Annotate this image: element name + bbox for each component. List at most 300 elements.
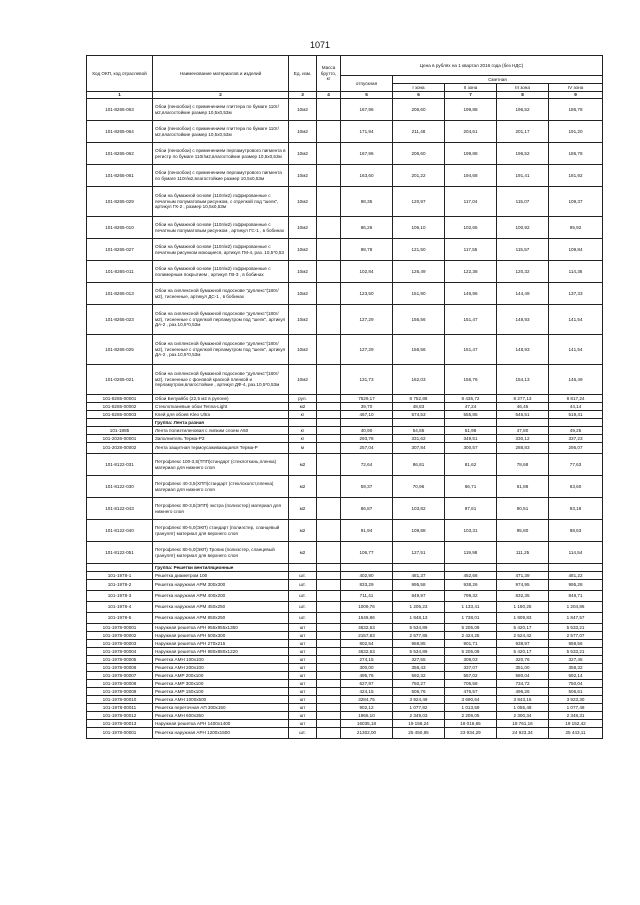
cell-unit: шт: [289, 632, 317, 640]
table-body: [87, 99, 603, 739]
cell-name: Обои на сиплексной бумажной подоснове "дуплекс"(180г/м2), тисненные с фоновой краской пленкой и перламутром,влагостойкие , артикул ДФ-4, раз.10,5*0,53м: [153, 365, 289, 395]
cell-price-zone-4: 141,54: [549, 305, 603, 335]
cell-mass: [317, 411, 341, 419]
cell-price-zone-1: 481,37: [393, 572, 445, 580]
table-row: [87, 680, 603, 688]
cell-code: 101-8122-043: [87, 498, 153, 520]
cell-price-zone-4: 506,61: [549, 688, 603, 696]
cell-unit: кг: [289, 427, 317, 435]
cell-price-zone-3: 2 300,34: [497, 712, 549, 720]
cell-mass: [317, 640, 341, 648]
cell-price-zone-2: 2 424,25: [445, 632, 497, 640]
cell-price-zone-3: 496,26: [497, 688, 549, 696]
cell-name: Наружная решетка АРН 500х300: [153, 632, 289, 640]
cell-price-zone-4: 77,63: [549, 454, 603, 476]
cell-price-zone-3: 154,13: [497, 365, 549, 395]
cell-code: 101-8265-029: [87, 187, 153, 217]
cell-price-zone-2: 3 690,64: [445, 696, 497, 704]
cell-price-zone-1: 120,97: [393, 187, 445, 217]
cell-price-zone-3: 196,52: [497, 99, 549, 121]
cell-price-otpusk: 424,15: [341, 688, 393, 696]
cell-name: Петрофлекс 80-5,0(ЭКП) стандарт (полиэстер, сланцевый гранулят) материал для верхнего слоя: [153, 520, 289, 542]
cell-price-zone-3: 24 923,34: [497, 728, 549, 739]
cell-code: 101-8265-00002: [87, 403, 153, 411]
cell-price-zone-3: 5 420,17: [497, 648, 549, 656]
cell-price-otpusk: 123,50: [341, 283, 393, 305]
cell-price-zone-1: 592,32: [393, 672, 445, 680]
cell-price-otpusk: 163,60: [341, 165, 393, 187]
cell-code: 101-0265-021: [87, 365, 153, 395]
cell-mass: [317, 435, 341, 443]
cell-price-zone-3: 580,04: [497, 672, 549, 680]
cell-price-zone-1: 574,53: [393, 411, 445, 419]
cell-mass: [317, 365, 341, 395]
cell-price-zone-3: 47,80: [497, 427, 549, 435]
cell-price-zone-2: 8 435,72: [445, 395, 497, 403]
table-row: [87, 720, 603, 728]
cell-mass: [317, 498, 341, 520]
cell-price-zone-2: 349,51: [445, 435, 497, 443]
cell-price-otpusk: 467,10: [341, 411, 393, 419]
cell-price-zone-4: 2 577,07: [549, 632, 603, 640]
cell-unit: м2: [289, 498, 317, 520]
cell-price-zone-4: 1 847,57: [549, 613, 603, 624]
page-number: 1071: [309, 40, 331, 50]
table-row: [87, 403, 603, 411]
cell-price-zone-3: 5 420,17: [497, 624, 549, 632]
header-smetnaya: Сметная: [393, 76, 603, 84]
cell-price-otpusk: 39,70: [341, 403, 393, 411]
cell-code: 101-8265-027: [87, 239, 153, 261]
cell-name: Решетка АМН 100х100: [153, 656, 289, 664]
cell-price-zone-2: 5 205,08: [445, 624, 497, 632]
table-row: [87, 580, 603, 591]
cell-code: 101-8265-010: [87, 217, 153, 239]
table-row: [87, 632, 603, 640]
cell-code: 101-1978-3: [87, 591, 153, 602]
cell-price-zone-2: 1 013,59: [445, 704, 497, 712]
cell-price-zone-1: 86,81: [393, 454, 445, 476]
table-row: [87, 335, 603, 365]
cell-price-zone-3: 18 761,16: [497, 720, 549, 728]
cell-price-zone-1: 70,96: [393, 476, 445, 498]
cell-price-zone-3: 1 809,83: [497, 613, 549, 624]
cell-code: 101-1978-00004: [87, 648, 153, 656]
cell-price-zone-2: 81,62: [445, 454, 497, 476]
cell-price-zone-4: 109,37: [549, 187, 603, 217]
table-row: [87, 712, 603, 720]
cell-code: 101-8265-00003: [87, 411, 153, 419]
cell-price-zone-4: 19 152,42: [549, 720, 603, 728]
cell-name: Обои на сиплексной бумажной подоснове "дуплекс"(180г/м2), тисненные с отделкой перламутром под "шелк", артикул ДА-2 , раз.10,5*0,53м: [153, 335, 289, 365]
table-row: [87, 411, 603, 419]
table-row: [87, 664, 603, 672]
cell-mass: [317, 427, 341, 435]
cell-price-zone-3: 196,52: [497, 143, 549, 165]
cell-price-zone-2: 51,98: [445, 427, 497, 435]
cell-price-otpusk: 495,76: [341, 672, 393, 680]
cell-code: 101-1978-00005: [87, 656, 153, 664]
table-row: [87, 704, 603, 712]
cell-price-zone-3: 546,51: [497, 411, 549, 419]
header-price-group: Цена в рублях на 1 квартал 2016 года (без НДС): [341, 56, 603, 76]
cell-price-zone-4: 337,23: [549, 435, 603, 443]
table-row: [87, 572, 603, 580]
cell-price-zone-4: 5 533,21: [549, 624, 603, 632]
cell-price-zone-4: 114,36: [549, 261, 603, 283]
cell-price-zone-1: 156,56: [393, 305, 445, 335]
cell-unit: рул.: [289, 395, 317, 403]
cell-price-zone-1: 151,90: [393, 283, 445, 305]
cell-price-zone-4: [549, 564, 603, 572]
cell-price-zone-1: 307,84: [393, 443, 445, 454]
cell-name: Группа: Решетки вентиляционные: [153, 564, 289, 572]
cell-name: Петрофлекс 80-5,0(ЭКП) Тропик (полиэстер, сланцевый гранулят) материал для верхнего слоя: [153, 542, 289, 564]
cell-price-zone-4: 181,92: [549, 165, 603, 187]
cell-unit: 10м2: [289, 239, 317, 261]
cell-code: [87, 419, 153, 427]
cell-unit: шт: [289, 720, 317, 728]
cell-code: 101-8265-00001: [87, 395, 153, 403]
cell-price-zone-2: 47,24: [445, 403, 497, 411]
cell-code: 101-8265-013: [87, 283, 153, 305]
table-row: [87, 476, 603, 498]
cell-price-zone-1: 1 205,23: [393, 602, 445, 613]
cell-price-zone-4: 114,54: [549, 542, 603, 564]
cell-price-otpusk: 131,73: [341, 365, 393, 395]
header-otpusk: отпускная: [341, 76, 393, 92]
cell-price-zone-2: 476,57: [445, 688, 497, 696]
cell-price-zone-2: 117,55: [445, 239, 497, 261]
cell-price-otpusk: 171,94: [341, 121, 393, 143]
cell-name: Наружная решетка АРН 980х880х1220: [153, 648, 289, 656]
cell-code: 101-1978-2: [87, 580, 153, 591]
cell-price-otpusk: [341, 419, 393, 427]
cell-price-zone-1: 156,56: [393, 335, 445, 365]
cell-price-zone-4: 358,32: [549, 664, 603, 672]
cell-price-zone-1: 25 450,85: [393, 728, 445, 739]
cell-price-zone-3: 115,57: [497, 239, 549, 261]
cell-name: Решетка наружная АРМ 300х300: [153, 580, 289, 591]
cell-price-zone-4: 995,28: [549, 580, 603, 591]
cell-price-zone-3: 734,72: [497, 680, 549, 688]
cell-unit: шт: [289, 656, 317, 664]
cell-unit: 10м2: [289, 261, 317, 283]
cell-price-zone-1: 331,62: [393, 435, 445, 443]
cell-mass: [317, 720, 341, 728]
cell-mass: [317, 712, 341, 720]
cell-price-zone-4: 98,63: [549, 520, 603, 542]
cell-mass: [317, 602, 341, 613]
cell-unit: [289, 564, 317, 572]
cell-price-otpusk: 1009,76: [341, 602, 393, 613]
cell-code: 101-1978-00001: [87, 624, 153, 632]
table-header: [87, 56, 603, 99]
cell-price-zone-1: 506,76: [393, 688, 445, 696]
table-row: [87, 435, 603, 443]
cell-name: Решетка диаметром 100: [153, 572, 289, 580]
cell-mass: [317, 239, 341, 261]
cell-price-zone-1: 162,03: [393, 365, 445, 395]
cell-mass: [317, 580, 341, 591]
table-row: [87, 121, 603, 143]
cell-name: Решетка наружная АРМ 400х200: [153, 591, 289, 602]
cell-mass: [317, 572, 341, 580]
cell-code: 101-8122-051: [87, 542, 153, 564]
cell-name: Наружная решетка АРН 1400х1400: [153, 720, 289, 728]
cell-mass: [317, 704, 341, 712]
cell-price-zone-1: 2 577,85: [393, 632, 445, 640]
cell-price-zone-1: 126,49: [393, 261, 445, 283]
header-zone-4: IV зона: [549, 84, 603, 92]
cell-unit: 10м2: [289, 283, 317, 305]
table-row: [87, 624, 603, 632]
cell-price-otpusk: 91,94: [341, 520, 393, 542]
cell-price-zone-3: 115,07: [497, 187, 549, 217]
cell-code: 101-1978-4: [87, 602, 153, 613]
cell-unit: 10м2: [289, 305, 317, 335]
cell-code: 101-1978-00007: [87, 672, 153, 680]
cell-price-zone-3: 1 055,48: [497, 704, 549, 712]
table-row: [87, 187, 603, 217]
table-row: [87, 648, 603, 656]
cell-price-zone-1: 3 924,49: [393, 696, 445, 704]
header-zone-3: III зона: [497, 84, 549, 92]
cell-price-zone-4: 8 817,24: [549, 395, 603, 403]
cell-unit: м2: [289, 520, 317, 542]
cell-code: 101-8122-031: [87, 454, 153, 476]
cell-name: Решетка АМР 200х100: [153, 672, 289, 680]
cell-price-otpusk: 98,78: [341, 239, 393, 261]
cell-code: [87, 564, 153, 572]
header-unit: Ед. изм.: [289, 56, 317, 92]
cell-name: Заполнитель Терма-РЗ: [153, 435, 289, 443]
cell-unit: 10м2: [289, 217, 317, 239]
cell-name: Лента защитная термоусаживающаяся Терма-Р: [153, 443, 289, 454]
cell-mass: [317, 305, 341, 335]
cell-name: Решетка АМН 600х350: [153, 712, 289, 720]
cell-price-zone-2: 799,32: [445, 591, 497, 602]
cell-unit: шт: [289, 704, 317, 712]
cell-code: 101-8265-061: [87, 165, 153, 187]
cell-price-zone-4: 186,78: [549, 99, 603, 121]
cell-mass: [317, 395, 341, 403]
cell-price-otpusk: 2157,83: [341, 632, 393, 640]
cell-unit: кг: [289, 435, 317, 443]
cell-unit: шт.: [289, 572, 317, 580]
cell-price-zone-2: 102,65: [445, 217, 497, 239]
cell-price-zone-3: 330,12: [497, 435, 549, 443]
cell-name: Решетка АМН 200х100: [153, 664, 289, 672]
cell-price-zone-3: [497, 419, 549, 427]
cell-price-zone-1: [393, 564, 445, 572]
cell-price-zone-2: [445, 564, 497, 572]
cell-name: Обои (пенообои) с применением перламутрового пигмента по бумаге 110г/м2,влагостойкие размер 10,5х0,53м: [153, 165, 289, 187]
col-number: 2: [153, 92, 289, 99]
cell-unit: 10м2: [289, 335, 317, 365]
cell-mass: [317, 632, 341, 640]
cell-price-otpusk: 627,97: [341, 680, 393, 688]
cell-unit: 10м2: [289, 99, 317, 121]
cell-price-zone-3: 201,17: [497, 121, 549, 143]
cell-unit: шт: [289, 624, 317, 632]
cell-price-zone-3: 974,95: [497, 580, 549, 591]
cell-price-zone-3: 8 277,13: [497, 395, 549, 403]
cell-unit: м2: [289, 403, 317, 411]
cell-price-zone-1: 48,83: [393, 403, 445, 411]
cell-price-zone-3: 2 524,42: [497, 632, 549, 640]
cell-price-zone-3: 351,00: [497, 664, 549, 672]
cell-name: Решетка наружная АРМ 850х250: [153, 613, 289, 624]
cell-price-zone-2: 146,96: [445, 283, 497, 305]
cell-price-zone-1: 327,55: [393, 656, 445, 664]
table-row: [87, 542, 603, 564]
column-numbers-row: [87, 92, 603, 99]
group-row: [87, 419, 603, 427]
cell-unit: шт.: [289, 602, 317, 613]
cell-mass: [317, 728, 341, 739]
cell-price-zone-2: 1 738,01: [445, 613, 497, 624]
cell-price-zone-4: 327,45: [549, 656, 603, 664]
cell-mass: [317, 688, 341, 696]
cell-code: 101-1978-1: [87, 572, 153, 580]
cell-unit: шт: [289, 712, 317, 720]
cell-price-otpusk: 7529,17: [341, 395, 393, 403]
header-code: Код ОКП, код отраслевой: [87, 56, 153, 92]
table-row: [87, 498, 603, 520]
cell-name: Решетка АМР 150х100: [153, 688, 289, 696]
cell-name: Обои (пенообои) с применением глиттера по бумаге 110г/м2,влагостойкие размер 10,5х0,53м: [153, 99, 289, 121]
cell-price-zone-2: 194,68: [445, 165, 497, 187]
cell-code: 101-8265-025: [87, 335, 153, 365]
cell-price-zone-1: 8 752,88: [393, 395, 445, 403]
cell-price-zone-1: 5 534,89: [393, 624, 445, 632]
cell-name: Петрофлекс 80-3,5(ЭПП) экстра (полиэстер) материал для нижнего слоя: [153, 498, 289, 520]
cell-price-zone-2: 1 133,41: [445, 602, 497, 613]
cell-price-zone-2: 23 934,29: [445, 728, 497, 739]
cell-name: Обои на бумажной основе (110г/м2) гофрированные с печатным полуматовым рисунком , артикул ГС-1 , в бобинах: [153, 217, 289, 239]
cell-price-otpusk: 86,87: [341, 498, 393, 520]
cell-price-zone-3: 938,97: [497, 640, 549, 648]
cell-price-zone-3: 148,93: [497, 335, 549, 365]
cell-mass: [317, 335, 341, 365]
table-row: [87, 728, 603, 739]
cell-price-zone-2: 151,47: [445, 335, 497, 365]
cell-price-zone-3: 191,41: [497, 165, 549, 187]
cell-unit: шт: [289, 672, 317, 680]
cell-price-zone-2: 151,47: [445, 305, 497, 335]
cell-price-zone-4: 750,04: [549, 680, 603, 688]
cell-price-otpusk: 833,29: [341, 580, 393, 591]
cell-price-zone-2: 156,76: [445, 365, 497, 395]
cell-price-zone-1: 206,60: [393, 99, 445, 121]
cell-price-zone-1: 206,60: [393, 143, 445, 165]
cell-price-zone-2: 308,03: [445, 656, 497, 664]
col-number: 7: [445, 92, 497, 99]
cell-mass: [317, 283, 341, 305]
cell-mass: [317, 476, 341, 498]
cell-price-zone-2: 300,57: [445, 443, 497, 454]
cell-price-otpusk: 127,29: [341, 305, 393, 335]
cell-price-zone-4: 481,22: [549, 572, 603, 580]
table-row: [87, 443, 603, 454]
cell-price-zone-2: 2 209,05: [445, 712, 497, 720]
col-number: 5: [341, 92, 393, 99]
price-table: [86, 55, 603, 739]
table-row: [87, 613, 603, 624]
cell-price-otpusk: 4632,63: [341, 648, 393, 656]
cell-name: Обои (пенообои) с применением перламутрового пигмента в регистр по бумаге 110г/м2,влагостойкие размер 10,5х0,53м: [153, 143, 289, 165]
cell-mass: [317, 624, 341, 632]
cell-price-zone-3: 148,93: [497, 305, 549, 335]
cell-price-zone-4: 95,92: [549, 217, 603, 239]
header-mass: Масса брутто, кг: [317, 56, 341, 92]
cell-unit: 10м2: [289, 165, 317, 187]
cell-price-zone-3: 61,88: [497, 476, 549, 498]
cell-code: 101-1978-00011: [87, 704, 153, 712]
cell-unit: шт: [289, 648, 317, 656]
cell-mass: [317, 542, 341, 564]
cell-price-otpusk: 21302,00: [341, 728, 393, 739]
cell-price-zone-2: [445, 419, 497, 427]
cell-price-zone-1: 750,27: [393, 680, 445, 688]
cell-code: 101-2028-00002: [87, 443, 153, 454]
cell-unit: м: [289, 443, 317, 454]
cell-unit: 10м2: [289, 187, 317, 217]
cell-price-zone-2: 66,71: [445, 476, 497, 498]
cell-code: 101-8122-040: [87, 520, 153, 542]
cell-code: 101-1978-00012: [87, 712, 153, 720]
cell-price-zone-2: 199,88: [445, 143, 497, 165]
cell-mass: [317, 648, 341, 656]
cell-name: Решетка наружная АРМ 450х250: [153, 602, 289, 613]
cell-name: Обои на бумажной основе (110г/м2) гофрированные с печатным полуматовым рисунком, с отделкой под "шелк", артикул ГК-2 , размер 10,5х0,53м: [153, 187, 289, 217]
cell-price-otpusk: 106,77: [341, 542, 393, 564]
cell-price-zone-4: 2 348,31: [549, 712, 603, 720]
cell-name: Стеклотканевые обои Tenna-Light: [153, 403, 289, 411]
cell-price-otpusk: 802,54: [341, 640, 393, 648]
cell-mass: [317, 613, 341, 624]
cell-price-zone-2: 122,38: [445, 261, 497, 283]
cell-price-zone-4: 44,14: [549, 403, 603, 411]
cell-price-otpusk: 711,41: [341, 591, 393, 602]
table-row: [87, 427, 603, 435]
cell-price-otpusk: 257,04: [341, 443, 393, 454]
cell-price-zone-2: 938,26: [445, 580, 497, 591]
col-number: 1: [87, 92, 153, 99]
cell-name: Решетка переточная АП 300х150: [153, 704, 289, 712]
cell-price-zone-2: 557,02: [445, 672, 497, 680]
cell-mass: [317, 564, 341, 572]
cell-unit: м2: [289, 476, 317, 498]
col-number: 4: [317, 92, 341, 99]
table-row: [87, 672, 603, 680]
cell-price-otpusk: 86,26: [341, 217, 393, 239]
cell-unit: 10м2: [289, 365, 317, 395]
cell-name: Обои на бумажной основе (110г/м2) гофрированные с полимерным покрытием , артикул ГВ-3 , в бобинах: [153, 261, 289, 283]
table-row: [87, 99, 603, 121]
cell-price-zone-2: 204,61: [445, 121, 497, 143]
cell-price-zone-2: 901,71: [445, 640, 497, 648]
cell-mass: [317, 217, 341, 239]
cell-price-otpusk: 1966,10: [341, 712, 393, 720]
table-row: [87, 602, 603, 613]
cell-unit: кг: [289, 411, 317, 419]
cell-price-zone-1: 19 158,24: [393, 720, 445, 728]
cell-price-zone-1: 849,97: [393, 591, 445, 602]
cell-code: 101-2026-00001: [87, 435, 153, 443]
table-row: [87, 688, 603, 696]
